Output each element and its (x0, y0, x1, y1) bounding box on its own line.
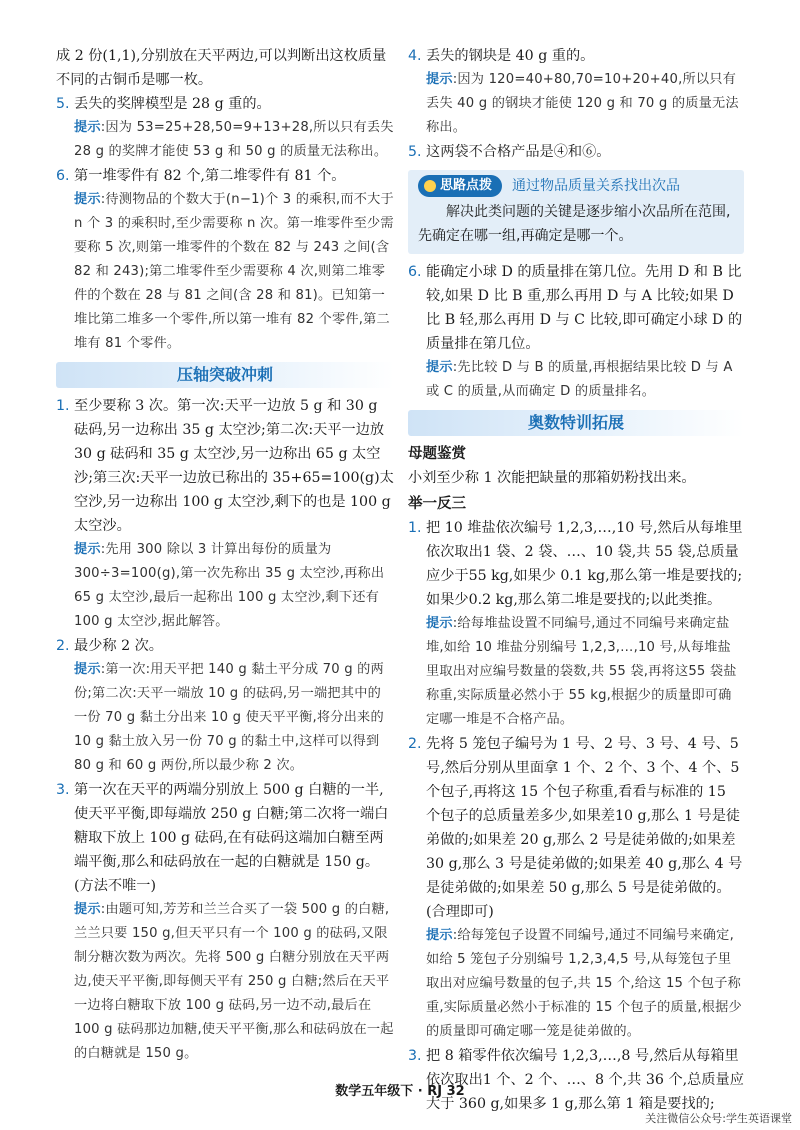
watermark-text: 关注微信公众号:学生英语课堂 (645, 1112, 792, 1125)
hint-text: :给每堆盐设置不同编号,通过不同编号来确定盐堆,如给 10 堆盐分别编号 1,2,3,…,10 号,从每堆盐里取出对应编号数量的袋数,共 55 袋,再将这55 袋盐称重,实际质量必然小于 55 kg,根据少的质量即可确定哪一堆是不合格产品。 (426, 616, 737, 727)
hint-text: :给每笼包子设置不同编号,通过不同编号来确定,如给 5 笼包子分别编号 1,2,3,4,5 号,从每笼包子里取出对应编号数量的包子,共 15 个,给这 15 个包子称重,实际质量必然小于标准的 15 个包子的质量,根据少的质量即可确定哪一笼是徒弟做的。 (426, 928, 742, 1039)
answer-item (56, 394, 394, 538)
answer-text: 至少要称 3 次。第一次:天平一边放 5 g 和 30 g 砝码,另一边称出 35 g 太空沙;第二次:天平一边放 30 g 砝码和 35 g 太空沙,另一边称出 65 g 太空沙;第三次:天平一边放已称出的 35+65=100(g)太空沙,另一边称出 100 g 太空沙,剩下的也是 100 g 太空沙。 (74, 398, 394, 534)
item-number: 5. (56, 96, 70, 112)
lightbulb-icon (424, 180, 436, 192)
tip-badge (418, 175, 502, 197)
hint (408, 356, 744, 404)
answer-item (408, 44, 744, 68)
subheading: 举一反三 (408, 496, 466, 512)
hint-label: 提示 (74, 902, 101, 917)
hint-label: 提示 (74, 662, 101, 677)
answer-text: 第一堆零件有 82 个,第二堆零件有 81 个。 (74, 168, 346, 184)
item-number: 3. (56, 782, 70, 798)
hint-text: :先比较 D 与 B 的质量,再根据结果比较 D 与 A 或 C 的质量,从而确定 D 的质量排名。 (426, 360, 733, 399)
hint-label: 提示 (426, 360, 453, 375)
item-number: 6. (408, 264, 422, 280)
answer-item (56, 778, 394, 898)
hint-label: 提示 (74, 542, 101, 557)
answer-item (56, 92, 394, 116)
item-number: 3. (408, 1048, 422, 1064)
answer-item (408, 140, 744, 164)
answer-text: 丢失的钢块是 40 g 重的。 (426, 48, 595, 64)
answer-item (408, 732, 744, 924)
hint-text: :先用 300 除以 3 计算出每份的质量为 300÷3=100(g),第一次先称出 35 g 太空沙,再称出 65 g 太空沙,最后一起称出 100 g 太空沙,剩下还有 100 g 太空沙,据此解答。 (74, 542, 385, 629)
answer-text: 把 10 堆盐依次编号 1,2,3,…,10 号,然后从每堆里依次取出1 袋、2 袋、…、10 袋,共 55 袋,总质量应少于55 kg,如果少 0.1 kg,那么第一堆是要找的;如果少0.2 kg,那么第二堆是要找的;以此类推。 (426, 520, 743, 608)
item-number: 2. (408, 736, 422, 752)
answer-item (56, 164, 394, 188)
tip-box (408, 170, 744, 254)
answer-text: 把 8 箱零件依次编号 1,2,3,…,8 号,然后从每箱里依次取出1 个、2 个、…、8 个,共 36 个,总质量应大于 360 g,如果多 1 g,那么第 1 箱是要找的; (426, 1048, 744, 1112)
hint (408, 924, 744, 1044)
tip-body: 解决此类问题的关键是逐步缩小次品所在范围,先确定在哪一组,再确定是哪一个。 (418, 204, 731, 244)
hint-text: :第一次:用天平把 140 g 黏土平分成 70 g 的两份;第二次:天平一端放 10 g 的砝码,另一端把其中的一份 70 g 黏土分出来 10 g 使天平平衡,将分出来的 10 g 黏土放入另一份 70 g 的黏土中,这样可以得到 80 g 和 60 g 两份,所以最少称 2 次。 (74, 662, 384, 773)
item-number: 2. (56, 638, 70, 654)
hint (56, 898, 394, 1066)
item-number: 5. (408, 144, 422, 160)
answer-item (408, 516, 744, 612)
item-number: 1. (56, 398, 70, 414)
hint (56, 188, 394, 356)
section-banner: 奥数特训拓展 (408, 410, 744, 436)
right-column (408, 44, 744, 1116)
hint-label: 提示 (426, 72, 453, 87)
hint-text: :待测物品的个数大于(n−1)个 3 的乘积,而不大于 n 个 3 的乘积时,至少需要称 n 次。第一堆零件至少需要称 5 次,则第一堆零件的个数在 82 与 243 之间(含 82 和 243);第二堆零件至少需要称 4 次,则第二堆零件的个数在 28 与 81 之间(含 28 和 81)。已知第一堆比第二堆多一个零件,所以第一堆有 82 个零件,第二堆有 81 个零件。 (74, 192, 394, 351)
answer-text: 能确定小球 D 的质量排在第几位。先用 D 和 B 比较,如果 D 比 B 重,那么再用 D 与 A 比较;如果 D 比 B 轻,那么再用 D 与 C 比较,即可确定小球 D 的质量排在第几位。 (426, 264, 743, 352)
tip-header (418, 174, 736, 198)
answer-text: 最少称 2 次。 (74, 638, 163, 654)
answer-text: 这两袋不合格产品是④和⑥。 (426, 144, 611, 160)
item-number: 6. (56, 168, 70, 184)
hint-label: 提示 (74, 120, 101, 135)
left-column (56, 44, 394, 1066)
answer-text: 第一次在天平的两端分别放上 500 g 白糖的一半,使天平平衡,即每端放 250 g 白糖;第二次将一端白糖取下放上 100 g 砝码,在有砝码这端加白糖至两端平衡,那么和砝码放在一起的白糖就是 150 g。(方法不唯一) (74, 782, 389, 894)
hint-label: 提示 (426, 928, 453, 943)
hint-text: :由题可知,芳芳和兰兰合买了一袋 500 g 的白糖,兰兰只要 150 g,但天平只有一个 100 g 的砝码,又限制分糖次数为两次。先将 500 g 白糖分别放在天平两边,使天平平衡,即每侧天平有 250 g 白糖;然后在天平一边将白糖取下放 100 g 砝码,另一边不动,最后在 100 g 砝码那边加糖,使天平平衡,那么和砝码放在一起的白糖就是 150 g。 (74, 902, 394, 1061)
hint (408, 68, 744, 140)
answer-item (408, 260, 744, 356)
hint (56, 658, 394, 778)
subheading: 母题鉴赏 (408, 446, 466, 462)
item-number: 1. (408, 520, 422, 536)
tip-badge-label: 思路点拨 (440, 178, 493, 193)
hint-text: :因为 120=40+80,70=10+20+40,所以只有丢失 40 g 的钢块才能使 120 g 和 70 g 的质量无法称出。 (426, 72, 739, 135)
hint-label: 提示 (426, 616, 453, 631)
answer-text: 先将 5 笼包子编号为 1 号、2 号、3 号、4 号、5 号,然后分别从里面拿 1 个、2 个、3 个、4 个、5 个包子,再将这 15 个包子称重,看看与标准的 15 个包子的总质量差多少,如果差10 g,那么 1 号是徒弟做的;如果差 20 g,那么 2 号是徒弟做的;如果差 30 g,那么 3 号是徒弟做的;如果差 40 g,那么 4 号是徒弟做的;如果差 50 g,那么 5 号是徒弟做的。(合理即可) (426, 736, 743, 920)
tip-title: 通过物品质量关系找出次品 (512, 178, 681, 194)
section-banner: 压轴突破冲刺 (56, 362, 394, 388)
hint-text: :因为 53=25+28,50=9+13+28,所以只有丢失 28 g 的奖牌才能使 53 g 和 50 g 的质量无法称出。 (74, 120, 394, 159)
answer-text: 丢失的奖牌模型是 28 g 重的。 (74, 96, 271, 112)
hint-label: 提示 (74, 192, 101, 207)
hint (56, 538, 394, 634)
hint (408, 612, 744, 732)
intro-text: 成 2 份(1,1),分别放在天平两边,可以判断出这枚质量不同的古铜币是哪一枚。 (56, 48, 387, 88)
page-footer: 数学五年级下 · RJ 32 (335, 1084, 465, 1099)
mother-text: 小刘至少称 1 次能把缺量的那箱奶粉找出来。 (408, 470, 696, 486)
hint (56, 116, 394, 164)
item-number: 4. (408, 48, 422, 64)
answer-item (56, 634, 394, 658)
